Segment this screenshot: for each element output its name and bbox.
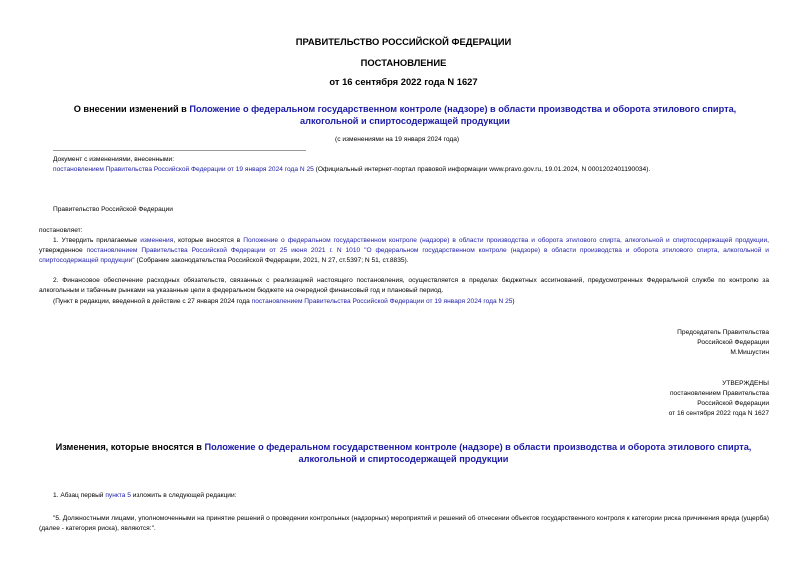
approved-country: Российской Федерации <box>697 400 769 407</box>
amended-note: (с изменениями на 19 января 2024 года) <box>335 136 460 143</box>
document-title <box>55 103 755 127</box>
p1-regulation-link[interactable]: Положение о федеральном государственном контроле (надзоре) в области производства и оборота этилового спирта, алкогольной и спиртосодержащей продукции <box>243 237 768 244</box>
changes-title-prefix: Изменения, которые вносятся в <box>55 442 205 452</box>
changes-source <box>53 165 650 174</box>
doc-type-heading: ПОСТАНОВЛЕНИЕ <box>360 57 447 68</box>
resolves-text: постановляет: <box>39 227 83 234</box>
government-heading: ПРАВИТЕЛЬСТВО РОССИЙСКОЙ ФЕДЕРАЦИИ <box>295 36 512 47</box>
item-1-link[interactable]: пункта 5 <box>105 492 131 499</box>
p1-text-a: 1. Утвердить прилагаемые <box>53 237 141 244</box>
date-number-heading: от 16 сентября 2022 года N 1627 <box>329 76 478 87</box>
item-1-text-b: изложить в следующей редакции: <box>130 492 237 499</box>
divider <box>53 150 306 151</box>
p1-text-d: (Собрание законодательства Российской Федерации, 2021, N 27, ст.5397; N 51, ст.8835). <box>134 257 409 264</box>
quoted-text: "5. Должностными лицами, уполномоченными на принятие решений о проведении контрольных (надзорных) мероприятий и решений об отнесении объектов государственного контроля к категории риска причинения вреда (ущерба) (далее - категория риска), являются:". <box>39 515 769 532</box>
approved-date: от 16 сентября 2022 года N 1627 <box>668 410 769 417</box>
changes-intro: Документ с изменениями, внесенными: <box>53 156 175 163</box>
signature-title: Председатель Правительства <box>677 329 769 336</box>
item-1 <box>53 491 236 500</box>
changes-title-link[interactable]: Положение о федеральном государственном контроле (надзоре) в области производства и оборота этилового спирта, алкогольной и спиртосодержащей продукции <box>204 442 752 464</box>
p1-text-c: , утвержденное <box>39 237 769 254</box>
p1-decree-link[interactable]: постановлением Правительства Российской Федерации от 25 июня 2021 г. N 1010 "О федеральном государственном контроле (надзоре) в области производства и оборота этилового спирта, алкогольной и спиртосодержащей продукции" <box>39 247 769 264</box>
p1-text-b: , которые вносятся в <box>173 237 244 244</box>
paragraph-2: 2. Финансовое обеспечение расходных обязательств, связанных с реализацией настоящего постановления, осуществляется в пределах бюджетных ассигнований, предусмотренных Федеральной службе по контролю за алкогольным и табачным рынками на указанные цели в федеральном бюджете на очередной финансовый год и плановый период. <box>39 277 769 294</box>
approved-heading: УТВЕРЖДЕНЫ <box>722 380 769 387</box>
changes-title <box>55 441 752 465</box>
signature-name: М.Мишустин <box>730 349 769 356</box>
p2-note-link[interactable]: постановлением Правительства Российской Федерации от 19 января 2024 года N 25 <box>251 298 513 305</box>
p1-changes-link[interactable]: изменения <box>140 237 174 244</box>
signature-country: Российской Федерации <box>697 339 769 346</box>
paragraph-2-note <box>53 297 515 306</box>
p2-note-text-b: ) <box>512 298 515 305</box>
title-prefix: О внесении изменений в <box>73 104 190 114</box>
p2-note-text-a: (Пункт в редакции, введенной в действие с 27 января 2024 года <box>53 298 252 305</box>
approved-by: постановлением Правительства <box>669 390 769 397</box>
title-regulation-link[interactable]: Положение о федеральном государственном контроле (надзоре) в области производства и оборота этилового спирта, алкогольной и спиртосодержащей продукции <box>189 104 737 126</box>
changes-source-link[interactable]: постановлением Правительства Российской Федерации от 19 января 2024 года N 25 <box>53 166 314 173</box>
paragraph-1 <box>39 236 769 266</box>
changes-source-rest: (Официальный интернет-портал правовой информации www.pravo.gov.ru, 19.01.2024, N 0001202401190034). <box>313 166 651 173</box>
item-1-text-a: 1. Абзац первый <box>53 492 106 499</box>
issuer-text: Правительство Российской Федерации <box>53 206 173 213</box>
